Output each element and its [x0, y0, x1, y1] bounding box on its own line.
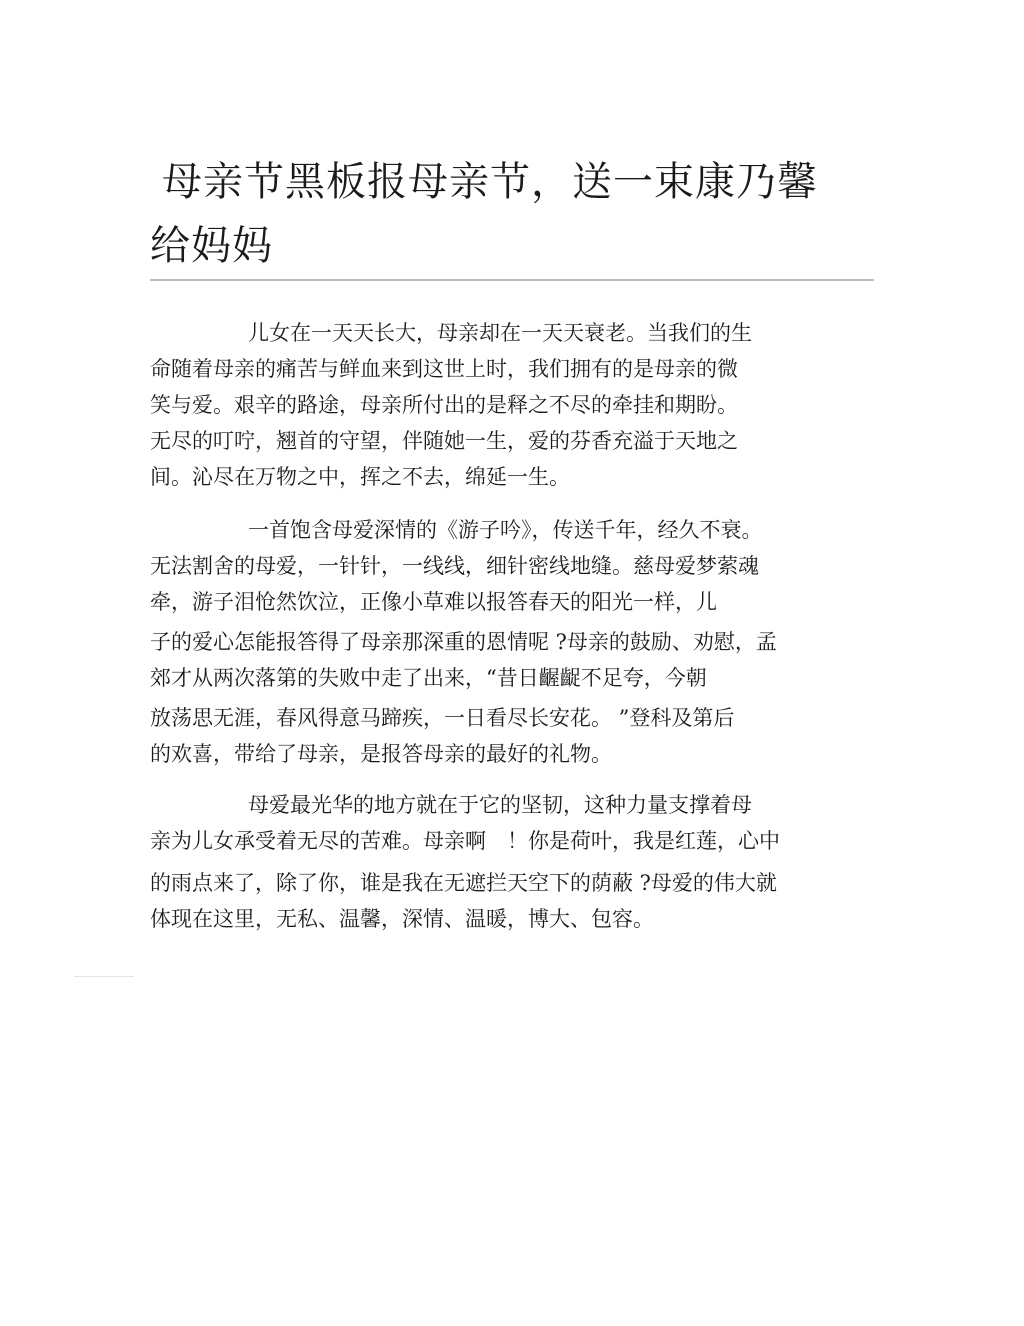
paragraph-line: 命随着母亲的痛苦与鲜血来到这世上时，我们拥有的是母亲的微 — [150, 357, 738, 381]
paragraph-line: 郊才从两次落第的失败中走了出来，“昔日齷齪不足夸，今朝 — [150, 666, 707, 690]
paragraph-line: 的欢喜，带给了母亲，是报答母亲的最好的礼物。 — [150, 742, 612, 766]
paragraph — [150, 315, 850, 495]
footer-divider — [74, 976, 134, 977]
title-divider — [150, 279, 874, 281]
paragraph-line: 间。沁尽在万物之中，挥之不去，绵延一生。 — [150, 465, 570, 489]
paragraph-line: 的雨点来了，除了你，谁是我在无遮拦天空下的荫蔽 ?母爱的伟大就 — [150, 871, 777, 895]
article-title — [150, 150, 850, 278]
paragraph-line: 牵，游子泪怆然饮泣，正像小草难以报答春天的阳光一样，儿 — [150, 590, 717, 614]
title-line: 母亲节黑板报母亲节，送一束康乃馨 — [162, 159, 818, 205]
paragraph-line: 无法割舍的母爱，一针针，一线线，细针密线地缝。慈母爱梦萦魂 — [150, 554, 759, 578]
title-line: 给妈妈 — [150, 223, 273, 269]
paragraph-line: 一首饱含母爱深情的《游子吟》，传送千年，经久不衰。 — [248, 518, 763, 542]
paragraph-line: 儿女在一天天长大，母亲却在一天天衰老。当我们的生 — [248, 321, 752, 345]
paragraph-line: 母爱最光华的地方就在于它的坚韧，这种力量支撑着母 — [248, 793, 752, 817]
paragraph-line: 体现在这里，无私、温馨，深情、温暖，博大、包容。 — [150, 907, 654, 931]
paragraph-line: 放荡思无涯，春风得意马蹄疾，一日看尽长安花。 ”登科及第后 — [150, 706, 735, 730]
paragraph-line: 无尽的叮咛，翘首的守望，伴随她一生，爱的芬香充溢于天地之 — [150, 429, 738, 453]
paragraph-line: 子的爱心怎能报答得了母亲那深重的恩情呢 ?母亲的鼓励、劝慰，孟 — [150, 630, 777, 654]
paragraph — [150, 787, 850, 937]
paragraph-line: 亲为儿女承受着无尽的苦难。母亲啊 ！你是荷叶，我是红莲，心中 — [150, 829, 780, 853]
paragraph-line: 笑与爱。艰辛的路途，母亲所付出的是释之不尽的牵挂和期盼。 — [150, 393, 738, 417]
paragraph — [150, 512, 850, 772]
